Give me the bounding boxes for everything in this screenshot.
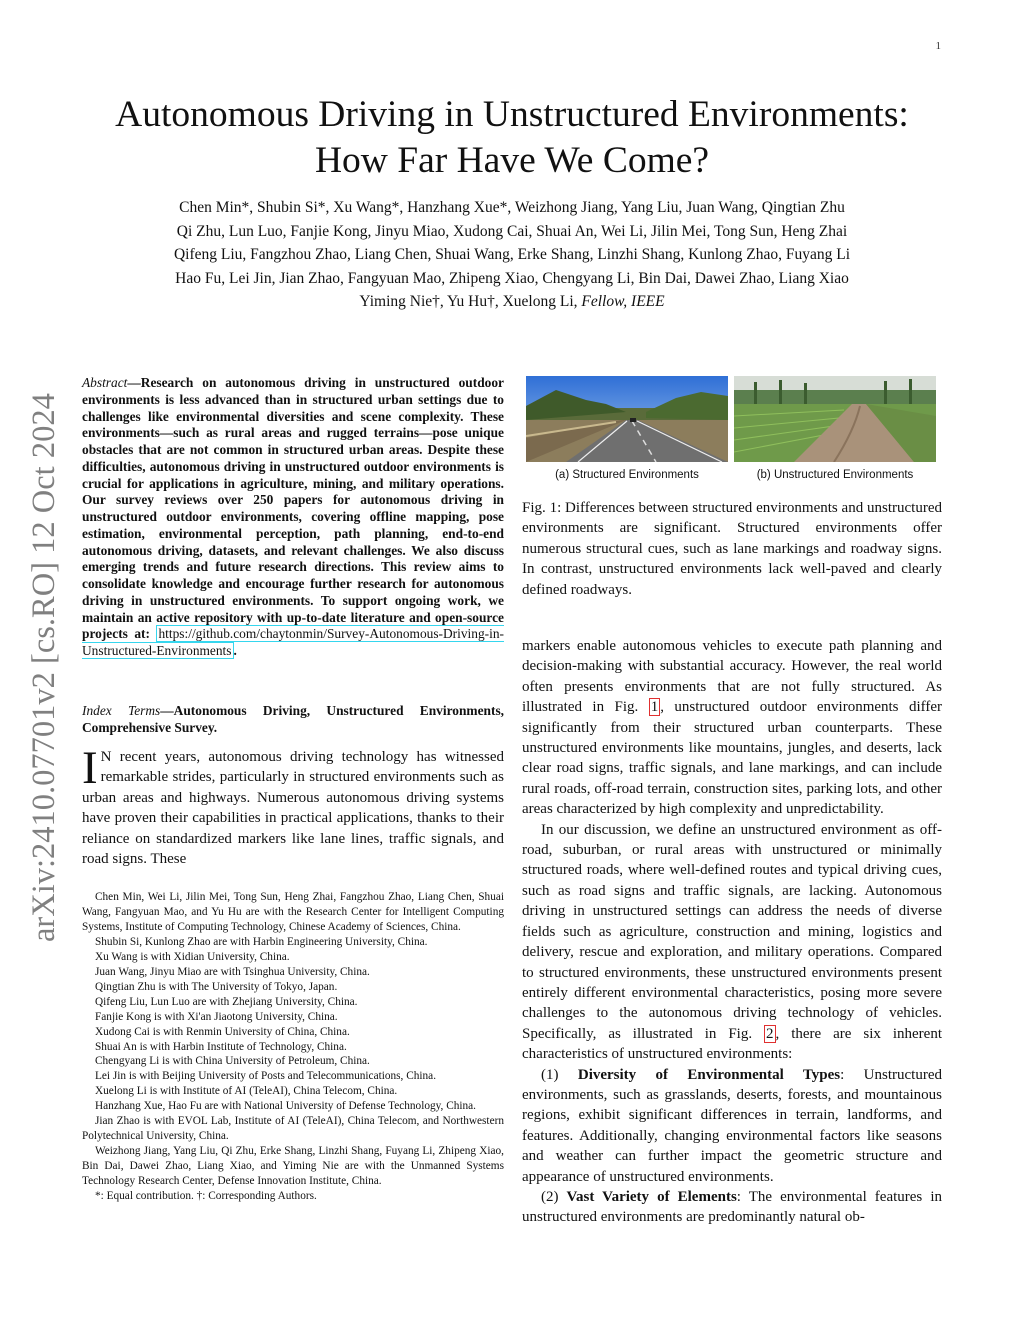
affiliation-item: Weizhong Jiang, Yang Liu, Qi Zhu, Erke Shang, Linzhi Shang, Fuyang Li, Zhipeng Xiao, Bin Dai, Dawei Zhao, Liang Xiao, and Yiming Nie are with the Unmanned Systems Technology Research Center, Defense Innovation Institute, China.	[82, 1145, 504, 1188]
paragraph	[522, 636, 942, 820]
affiliation-item: Hanzhang Xue, Hao Fu are with National University of Defense Technology, China.	[95, 1100, 477, 1113]
figure-ref-link[interactable]: 2	[766, 1025, 774, 1042]
abstract-text: —Research on autonomous driving in unstructured outdoor environments is less advanced than in structured urban settings due to challenges like environmental diversities and scene complexity. These environments—such as rural areas and rugged terrains—pose unique obstacles that are not common in structured urban areas. Despite these difficulties, autonomous driving in unstructured outdoor environments is crucial for applications in agriculture, mining, and military operations. Our survey reviews over 250 papers for autonomous driving in unstructured outdoor environments, covering offline mapping, pose estimation, environmental perception, path planning, end-to-end autonomous driving, datasets, and relevant challenges. We also discuss emerging trends and future research directions. This review aims to consolidate knowledge and encourage further research for autonomous driving in unstructured environments. To support ongoing work, we maintain an active repository with up-to-date literature and open-source projects at:	[82, 375, 504, 642]
equal-contribution-note: *: Equal contribution. †: Corresponding Authors.	[95, 1190, 317, 1203]
item-number: (1)	[541, 1066, 578, 1083]
affiliation-item: Lei Jin is with Beijing University of Posts and Telecommunications, China.	[95, 1070, 437, 1083]
affiliation-item: Qifeng Liu, Lun Luo are with Zhejiang University, China.	[95, 995, 358, 1008]
affiliation-item: Xuelong Li is with Institute of AI (TeleAI), China Telecom, China.	[95, 1085, 398, 1098]
paragraph-text: , there are six inherent characteristics of unstructured environments:	[522, 1025, 942, 1063]
title-line-2: How Far Have We Come?	[314, 140, 710, 181]
index-terms	[82, 703, 504, 737]
paragraph	[522, 1065, 942, 1187]
author-line-5	[80, 290, 944, 314]
affiliation-item: Chengyang Li is with China University of Petroleum, China.	[95, 1055, 370, 1068]
affiliations-footnote	[82, 890, 504, 1204]
affiliation-item: Fanjie Kong is with Xi'an Jiaotong University, China.	[95, 1010, 338, 1023]
repository-link[interactable]: https://github.com/chaytonmin/Survey-Autonomous-Driving-in-Unstructured-Environments	[82, 626, 504, 658]
subcaption-b: (b) Unstructured Environments	[756, 469, 914, 481]
paragraph	[522, 1187, 942, 1228]
subcaption-a: (a) Structured Environments	[555, 469, 699, 481]
abstract-label: Abstract	[82, 375, 128, 390]
figure-caption: Fig. 1: Differences between structured environments and unstructured environments are significant. Structured environments offer numerous structural cues, such as lane markings and roadway signs. In contrast, unstructured environments lack well-paved and clearly defined roadways.	[522, 500, 942, 598]
unstructured-road-photo	[734, 376, 936, 462]
structured-road-photo	[526, 376, 728, 462]
abstract-end: .	[233, 643, 237, 658]
arxiv-stamp: arXiv:2410.07701v2 [cs.RO] 12 Oct 2024	[26, 393, 62, 942]
affiliation-item: Chen Min, Wei Li, Jilin Mei, Tong Sun, Heng Zhai, Fangzhou Zhao, Liang Chen, Shuai Wang, Fangyuan Mao, and Yu Hu are with the Research Center for Intelligent Computing Systems, Institute of Computing Technology, Chinese Academy of Sciences, China.	[82, 891, 504, 933]
introduction	[82, 742, 504, 869]
affiliation-item: Xudong Cai is with Renmin University of China, China.	[95, 1025, 350, 1038]
author-line-4: Hao Fu, Lei Jin, Jian Zhao, Fangyuan Mao, Zhipeng Xiao, Chengyang Li, Bin Dai, Dawei Zhao, Liang Xiao	[175, 269, 849, 287]
title-line-1: Autonomous Driving in Unstructured Environments:	[115, 94, 909, 135]
affiliation-item: Xu Wang is with Xidian University, China.	[95, 950, 290, 963]
intro-text: N recent years, autonomous driving technology has witnessed remarkable strides, particularly in structured environments such as urban areas and highways. Numerous autonomous driving systems have proven their capabilities in practical applications, thanks to their reliance on standardized markers like lane lines, traffic signals, and road signs. These	[82, 749, 504, 868]
figure-ref-link[interactable]: 1	[650, 699, 659, 716]
affiliation-item: Jian Zhao is with EVOL Lab, Institute of AI (TeleAI), China Telecom, and Northwestern Polytechnical University, China.	[82, 1115, 504, 1143]
affiliation-item: Shuai An is with Harbin Institute of Technology, China.	[95, 1040, 347, 1053]
item-term: Diversity of Environmental Types	[577, 1066, 841, 1083]
paper-title	[60, 92, 964, 184]
affiliation-item: Shubin Si, Kunlong Zhao are with Harbin Engineering University, China.	[95, 935, 428, 948]
page-number: 1	[935, 40, 941, 52]
paragraph-text: markers enable autonomous vehicles to execute path planning and decision-making with substantial accuracy. However, the real world often presents environments that are not fully structured. As illustrated in Fig.	[522, 638, 942, 716]
paragraph	[522, 820, 942, 1065]
author-list	[80, 196, 944, 314]
right-column-body	[522, 636, 942, 1228]
index-terms-label: Index Terms	[82, 703, 161, 718]
author-line-3: Qifeng Liu, Fangzhou Zhao, Liang Chen, Shuai Wang, Erke Shang, Linzhi Shang, Kunlong Zhao, Fuyang Li	[173, 246, 851, 264]
item-number: (2)	[541, 1188, 567, 1205]
paragraph-text: : The environmental features in unstructured environments are predominantly natural ob-	[522, 1188, 942, 1226]
paragraph-text: , unstructured outdoor environments differ significantly from their structured urban counterparts. These unstructured environments like mountains, jungles, and deserts, lack clear road signs, traffic signals, and lane markings, and can include rural roads, off-road terrain, construction sites, parking lots, and other areas characterized by high complexity and unpredictability.	[522, 699, 942, 818]
index-terms-text: —Autonomous Driving, Unstructured Environments, Comprehensive Survey.	[82, 703, 504, 735]
fellow-ieee: Fellow, IEEE	[581, 293, 665, 311]
affiliation-item: Qingtian Zhu is with The University of Tokyo, Japan.	[95, 980, 338, 993]
paragraph-text: In our discussion, we define an unstructured environment as off-road, suburban, or rural areas with unstructured or minimally structured roads, where well-defined routes and typical driving cues, such as road signs and traffic signals, are lacking. Autonomous driving in unstructured settings can address the needs of diverse fields such as agriculture, construction and mining, logistics and delivery, rescue and exploration, and military operations. Compared to structured environments, these unstructured environments present entirely different environmental characteristics, posing more severe challenges to the autonomous driving technology of vehicles. Specifically, as illustrated in Fig.	[522, 821, 942, 1042]
drop-cap: I	[82, 742, 98, 794]
abstract	[82, 375, 504, 660]
author-line-2: Qi Zhu, Lun Luo, Fanjie Kong, Jinyu Miao, Xudong Cai, Shuai An, Wei Li, Jilin Mei, Tong Sun, Heng Zhai	[176, 222, 848, 240]
paragraph-text: : Unstructured environments, such as grasslands, deserts, forests, and mountainous regions, exhibit significant differences in terrain, landforms, and features. Additionally, changing environmental factors like seasons and weather can further impact the geometric structure and appearance of unstructured environments.	[522, 1066, 942, 1185]
author-line-1: Chen Min*, Shubin Si*, Xu Wang*, Hanzhang Xue*, Weizhong Jiang, Yang Liu, Juan Wang, Qingtian Zhu	[179, 199, 845, 216]
author-line-5-names: Yiming Nie†, Yu Hu†, Xuelong Li,	[359, 293, 578, 311]
affiliation-item: Juan Wang, Jinyu Miao are with Tsinghua University, China.	[95, 965, 370, 978]
item-term: Vast Variety of Elements	[566, 1188, 737, 1205]
